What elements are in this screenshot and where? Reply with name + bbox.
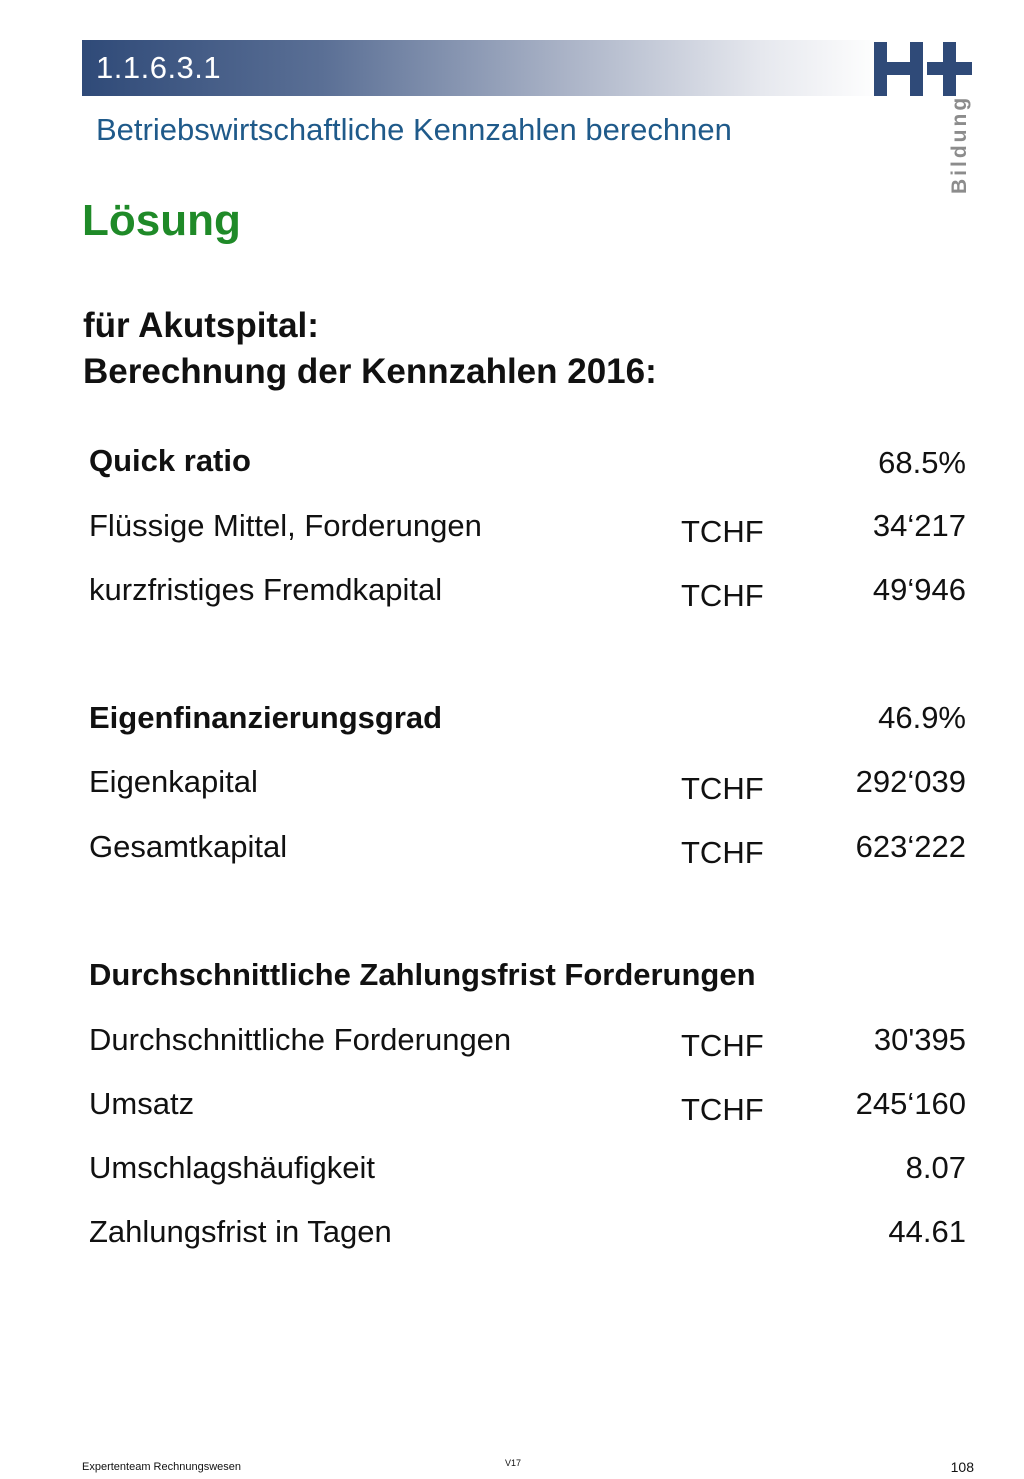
- quick-ratio-row-label: Flüssige Mittel, Forderungen: [89, 508, 482, 543]
- zahlungsfrist-row-value: 44.61: [888, 1214, 966, 1249]
- logo-h-crossbar: [874, 62, 923, 75]
- quick-ratio-row-value: 49‘946: [872, 572, 966, 607]
- zahlungsfrist-row-label: Durchschnittliche Forderungen: [89, 1022, 512, 1057]
- intro-line-2: Berechnung der Kennzahlen 2016:: [83, 352, 657, 391]
- zahlungsfrist-row-value: 8.07: [905, 1150, 966, 1185]
- logo-plus-horizontal: [927, 62, 972, 75]
- zahlungsfrist-row-value: 245‘160: [855, 1086, 966, 1121]
- zahlungsfrist-row-value: 30'395: [873, 1022, 966, 1057]
- zahlungsfrist-row-unit: TCHF: [681, 1092, 764, 1127]
- eigenfinanzierung-row-label: Eigenkapital: [89, 764, 258, 799]
- zahlungsfrist-row-unit: TCHF: [681, 1028, 764, 1063]
- zahlungsfrist-row-label: Umsatz: [89, 1086, 195, 1121]
- eigenfinanzierung-heading: Eigenfinanzierungsgrad: [89, 700, 443, 735]
- eigenfinanzierung-row-label: Gesamtkapital: [89, 829, 288, 864]
- zahlungsfrist-row-label: Zahlungsfrist in Tagen: [89, 1214, 392, 1249]
- page-title: Lösung: [82, 196, 241, 245]
- quick-ratio-row-value: 34‘217: [872, 508, 966, 543]
- quick-ratio-heading: Quick ratio: [89, 443, 251, 478]
- slide-subtitle: Betriebswirtschaftliche Kennzahlen berechnen: [96, 112, 732, 147]
- eigenfinanzierung-row-value: 292‘039: [855, 764, 966, 799]
- footer-version: V17: [505, 1458, 522, 1468]
- quick-ratio-row-unit: TCHF: [681, 578, 764, 613]
- eigenfinanzierung-row-value: 623‘222: [855, 829, 966, 864]
- h-plus-logo: [872, 42, 974, 96]
- quick-ratio-result: 68.5%: [878, 445, 966, 480]
- zahlungsfrist-row-label: Umschlagshäufigkeit: [89, 1150, 376, 1185]
- page-number: 108: [950, 1459, 974, 1475]
- quick-ratio-row-unit: TCHF: [681, 514, 764, 549]
- logo-subtext: Bildung: [948, 94, 971, 194]
- eigenfinanzierung-row-unit: TCHF: [681, 835, 764, 870]
- eigenfinanzierung-result: 46.9%: [878, 700, 966, 735]
- section-number: 1.1.6.3.1: [96, 50, 222, 85]
- footer-team: Expertenteam Rechnungswesen: [82, 1461, 241, 1473]
- eigenfinanzierung-row-unit: TCHF: [681, 771, 764, 806]
- zahlungsfrist-heading: Durchschnittliche Zahlungsfrist Forderungen: [89, 957, 756, 992]
- quick-ratio-row-label: kurzfristiges Fremdkapital: [89, 572, 443, 607]
- intro-line-1: für Akutspital:: [83, 306, 319, 345]
